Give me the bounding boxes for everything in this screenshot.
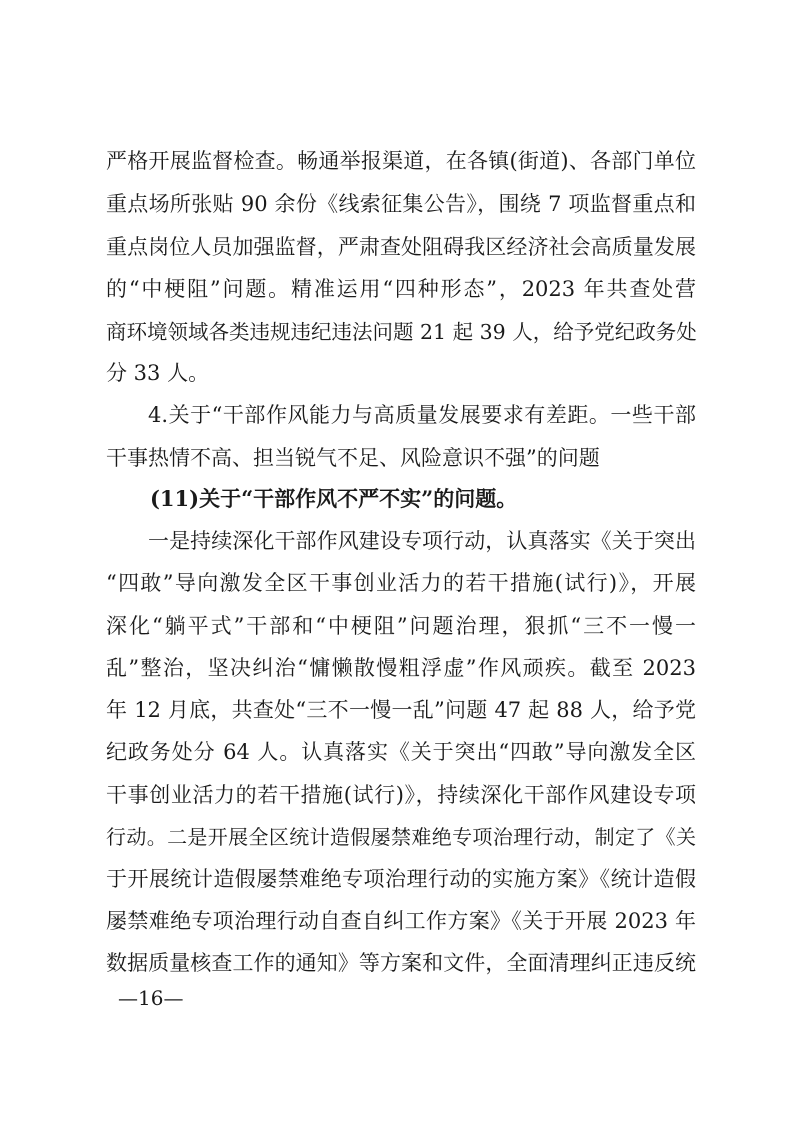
text-line: 纪政务处分 64 人。认真落实《关于突出“四敢”导向激发全区 (106, 740, 696, 764)
subsection-heading: (11)关于“干部作风不严不实”的问题。 (150, 486, 518, 511)
text-line: 干事创业活力的若干措施(试行)》，持续深化干部作风建设专项 (106, 783, 696, 807)
section-heading-line: 4.关于“干部作风能力与高质量发展要求有差距。一些干部 (148, 403, 696, 427)
page-number: —16— (118, 986, 184, 1010)
text-line: 商环境领域各类违规违纪违法问题 21 起 39 人，给予党纪政务处 (106, 320, 697, 344)
text-line: 分 33 人。 (106, 361, 210, 385)
text-line: 深化“躺平式”干部和“中梗阻”问题治理，狠抓“三不一慢一 (106, 614, 696, 638)
text-line: 重点场所张贴 90 余份《线索征集公告》，围绕 7 项监督重点和 (106, 192, 696, 216)
text-line: 数据质量核查工作的通知》等方案和文件，全面清理纠正违反统 (106, 951, 696, 975)
text-line: 屡禁难绝专项治理行动自查自纠工作方案》《关于开展 2023 年 (106, 909, 696, 933)
text-line: 的“中梗阻”问题。精准运用“四种形态”，2023 年共查处营 (106, 277, 696, 301)
text-line: 严格开展监督检查。畅通举报渠道，在各镇(街道)、各部门单位 (106, 149, 696, 173)
text-line: 乱”整治，坚决纠治“慵懒散慢粗浮虚”作风顽疾。截至 2023 (106, 656, 696, 680)
text-line: 于开展统计造假屡禁难绝专项治理行动的实施方案》《统计造假 (106, 867, 696, 891)
text-line: “四敢”导向激发全区干事创业活力的若干措施(试行)》，开展 (106, 571, 696, 595)
text-line: 行动。二是开展全区统计造假屡禁难绝专项治理行动，制定了《关 (106, 825, 696, 849)
text-line: 一是持续深化干部作风建设专项行动，认真落实《关于突出 (148, 529, 696, 553)
text-line: 重点岗位人员加强监督，严肃查处阻碍我区经济社会高质量发展 (106, 235, 696, 259)
section-heading-line: 干事热情不高、担当锐气不足、风险意识不强”的问题 (106, 446, 600, 470)
text-line: 年 12 月底，共查处“三不一慢一乱”问题 47 起 88 人，给予党 (106, 698, 696, 722)
